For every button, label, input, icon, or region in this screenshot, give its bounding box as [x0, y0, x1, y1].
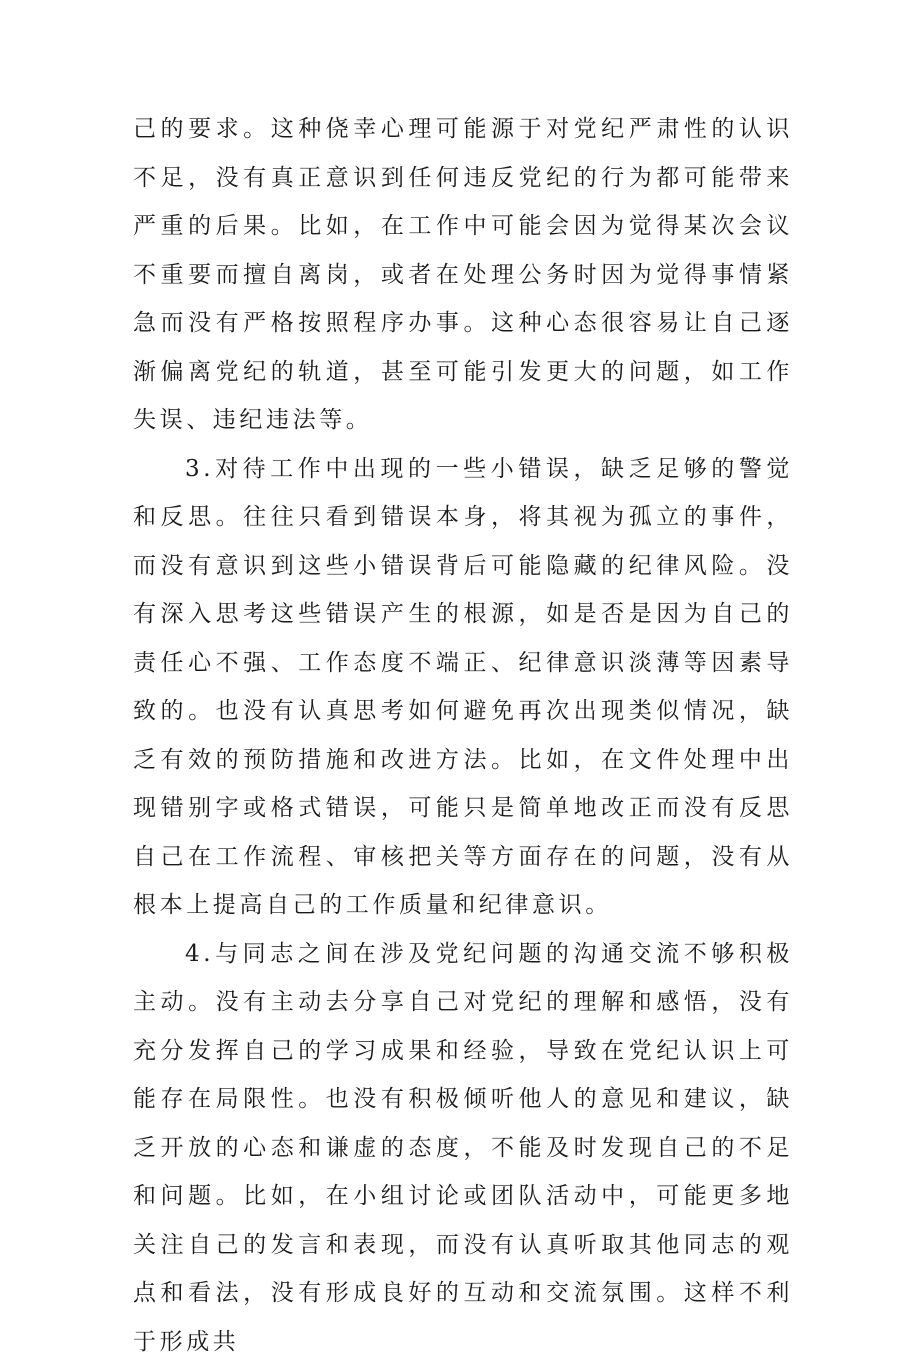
paragraph-item-4: 4.与同志之间在涉及党纪问题的沟通交流不够积极主动。没有主动去分享自己对党纪的理解和感悟，没有充分发挥自己的学习成果和经验，导致在党纪认识上可能存在局限性。也没有积极倾听他人的意见和建议，缺乏开放的心态和谦虚的态度，不能及时发现自己的不足和问题。比如，在小组讨论或团队活动中，可能更多地关注自己的发言和表现，而没有认真听取其他同志的观点和看法，没有形成良好的互动和交流氛围。这样不利于形成共 — [133, 930, 793, 1366]
document-body — [133, 105, 793, 1366]
paragraph-continuation: 己的要求。这种侥幸心理可能源于对党纪严肃性的认识不足，没有真正意识到任何违反党纪的行为都可能带来严重的后果。比如，在工作中可能会因为觉得某次会议不重要而擅自离岗，或者在处理公务时因为觉得事情紧急而没有严格按照程序办事。这种心态很容易让自己逐渐偏离党纪的轨道，甚至可能引发更大的问题，如工作失误、违纪违法等。 — [133, 105, 793, 445]
paragraph-item-3: 3.对待工作中出现的一些小错误，缺乏足够的警觉和反思。往往只看到错误本身，将其视为孤立的事件，而没有意识到这些小错误背后可能隐藏的纪律风险。没有深入思考这些错误产生的根源，如是否是因为自己的责任心不强、工作态度不端正、纪律意识淡薄等因素导致的。也没有认真思考如何避免再次出现类似情况，缺乏有效的预防措施和改进方法。比如，在文件处理中出现错别字或格式错误，可能只是简单地改正而没有反思自己在工作流程、审核把关等方面存在的问题，没有从根本上提高自己的工作质量和纪律意识。 — [133, 445, 793, 930]
